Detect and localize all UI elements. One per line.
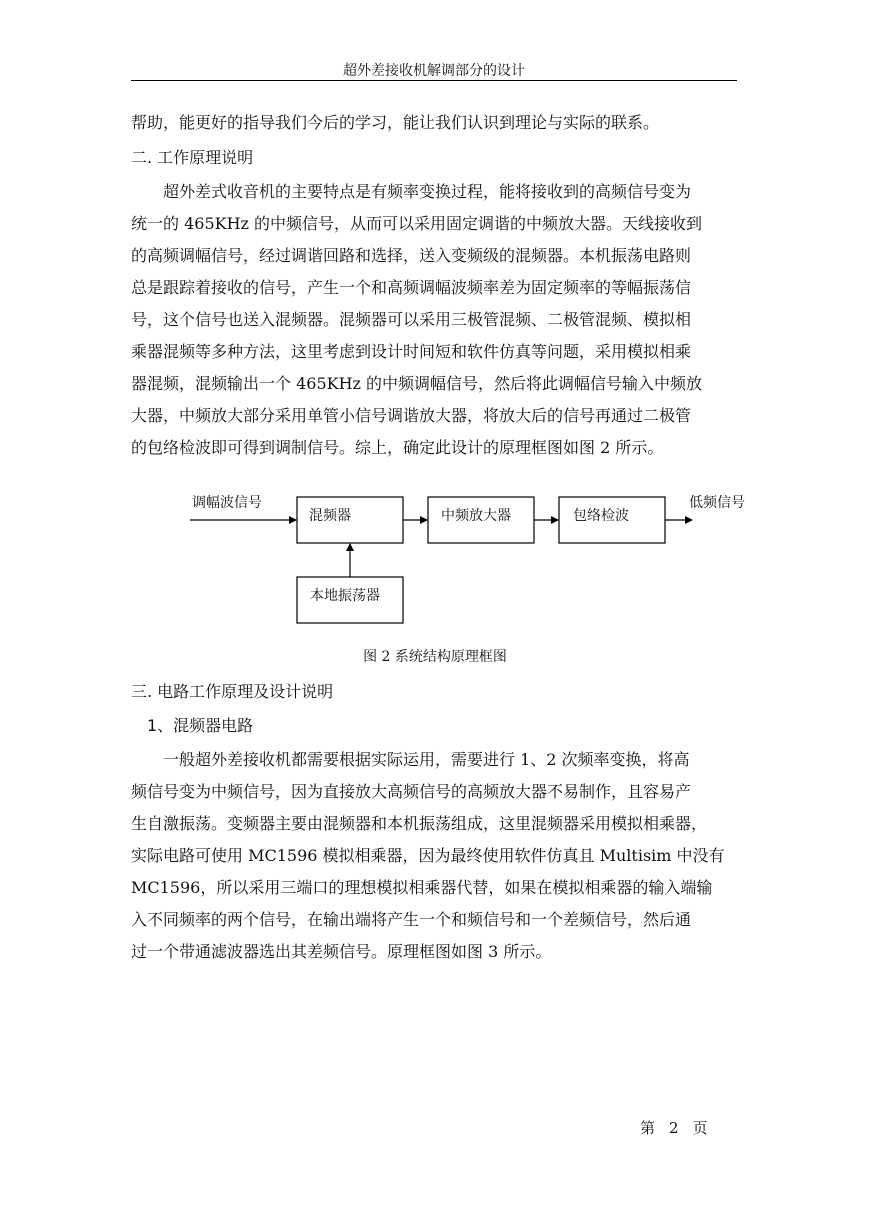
- paragraph-line: 号，这个信号也送入混频器。混频器可以采用三极管混频、二极管混频、模拟相: [131, 310, 692, 329]
- paragraph-line: 超外差式收音机的主要特点是有频率变换过程，能将接收到的高频信号变为: [163, 182, 692, 201]
- mixer-label: 混频器: [309, 508, 351, 524]
- figure-caption: 图 2 系统结构原理框图: [363, 649, 507, 665]
- paragraph-line: 乘器混频等多种方法，这里考虑到设计时间短和软件仿真等问题，采用模拟相乘: [131, 342, 692, 361]
- output-signal-label: 低频信号: [689, 495, 745, 511]
- paragraph-line: 的高频调幅信号，经过调谐回路和选择，送入变频级的混频器。本机振荡电路则: [131, 246, 692, 265]
- paragraph-line: 统一的 465KHz 的中频信号，从而可以采用固定调谐的中频放大器。天线接收到: [131, 214, 703, 233]
- page-suffix: 页: [692, 1119, 708, 1137]
- paragraph-line: 过一个带通滤波器选出其差频信号。原理框图如图 3 所示。: [131, 942, 552, 961]
- paragraph-line: MC1596，所以采用三端口的理想模拟相乘器代替，如果在模拟相乘器的输入端输: [131, 878, 713, 897]
- paragraph-line: 总是跟踪着接收的信号，产生一个和高频调幅波频率差为固定频率的等幅振荡信: [131, 278, 692, 297]
- page-number: 2: [669, 1119, 679, 1137]
- paragraph-line: 实际电路可使用 MC1596 模拟相乘器，因为最终使用软件仿真且 Multisim 中没有: [131, 846, 725, 865]
- input-signal-label: 调幅波信号: [192, 495, 262, 511]
- paragraph-line: 入不同频率的两个信号，在输出端将产生一个和频信号和一个差频信号，然后通: [131, 910, 692, 929]
- section-heading-3: 三. 电路工作原理及设计说明: [131, 682, 334, 701]
- local-oscillator-label: 本地振荡器: [310, 588, 380, 604]
- paragraph-line: 一般超外差接收机都需要根据实际运用，需要进行 1、2 次频率变换，将高: [163, 750, 690, 769]
- paragraph-line: 器混频，混频输出一个 465KHz 的中频调幅信号，然后将此调幅信号输入中频放: [131, 374, 703, 393]
- paragraph-line: 生自激振荡。变频器主要由混频器和本机振荡组成，这里混频器采用模拟相乘器，: [131, 814, 708, 833]
- if-amplifier-label: 中频放大器: [441, 508, 511, 524]
- subsection-heading-1: 1、混频器电路: [147, 716, 254, 735]
- paragraph-line: 大器，中频放大部分采用单管小信号调谐放大器，将放大后的信号再通过二极管: [131, 406, 692, 425]
- running-header: 超外差接收机解调部分的设计: [343, 63, 525, 79]
- page-footer: [640, 1119, 722, 1137]
- page-prefix: 第: [640, 1119, 656, 1137]
- section-heading-2: 二. 工作原理说明: [131, 148, 254, 167]
- paragraph-line: 频信号变为中频信号，因为直接放大高频信号的高频放大器不易制作，且容易产: [131, 782, 692, 801]
- paragraph-line: 帮助，能更好的指导我们今后的学习，能让我们认识到理论与实际的联系。: [131, 113, 660, 132]
- envelope-detector-label: 包络检波: [573, 508, 629, 524]
- paragraph-line: 的包络检波即可得到调制信号。综上，确定此设计的原理框图如图 2 所示。: [131, 438, 664, 457]
